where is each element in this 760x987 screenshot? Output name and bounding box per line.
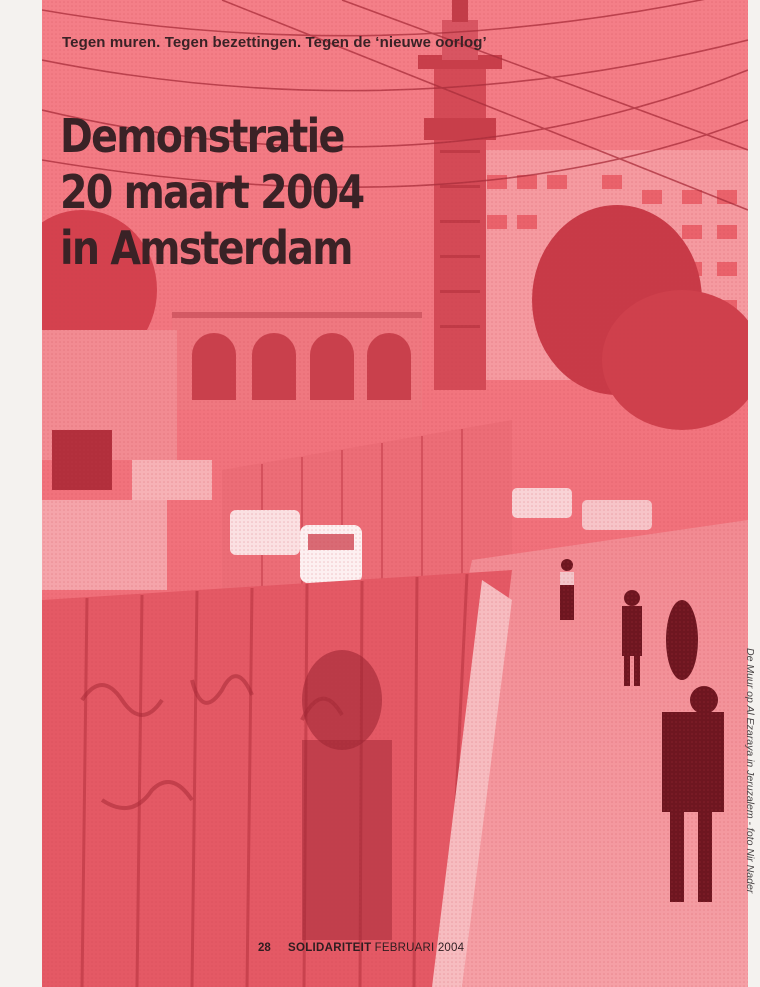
headline-line-1: Demonstratie [60, 109, 344, 163]
page-number: 28 [258, 942, 271, 954]
publication-name: SOLIDARITEIT [288, 942, 372, 954]
photo-caption [738, 648, 758, 903]
headline-line-3: in Amsterdam [60, 221, 352, 275]
issue-date: FEBRUARI 2004 [374, 942, 465, 954]
photo-caption-text: De Muur op Al Ezaraya in Jeruzalem - foto Nir Nader [744, 648, 756, 894]
page-footer [258, 942, 464, 954]
article-tagline: Tegen muren. Tegen bezettingen. Tegen de ‘nieuwe oorlog’ [62, 34, 487, 51]
headline-line-2: 20 maart 2004 [60, 165, 364, 219]
article-headline [60, 108, 363, 276]
